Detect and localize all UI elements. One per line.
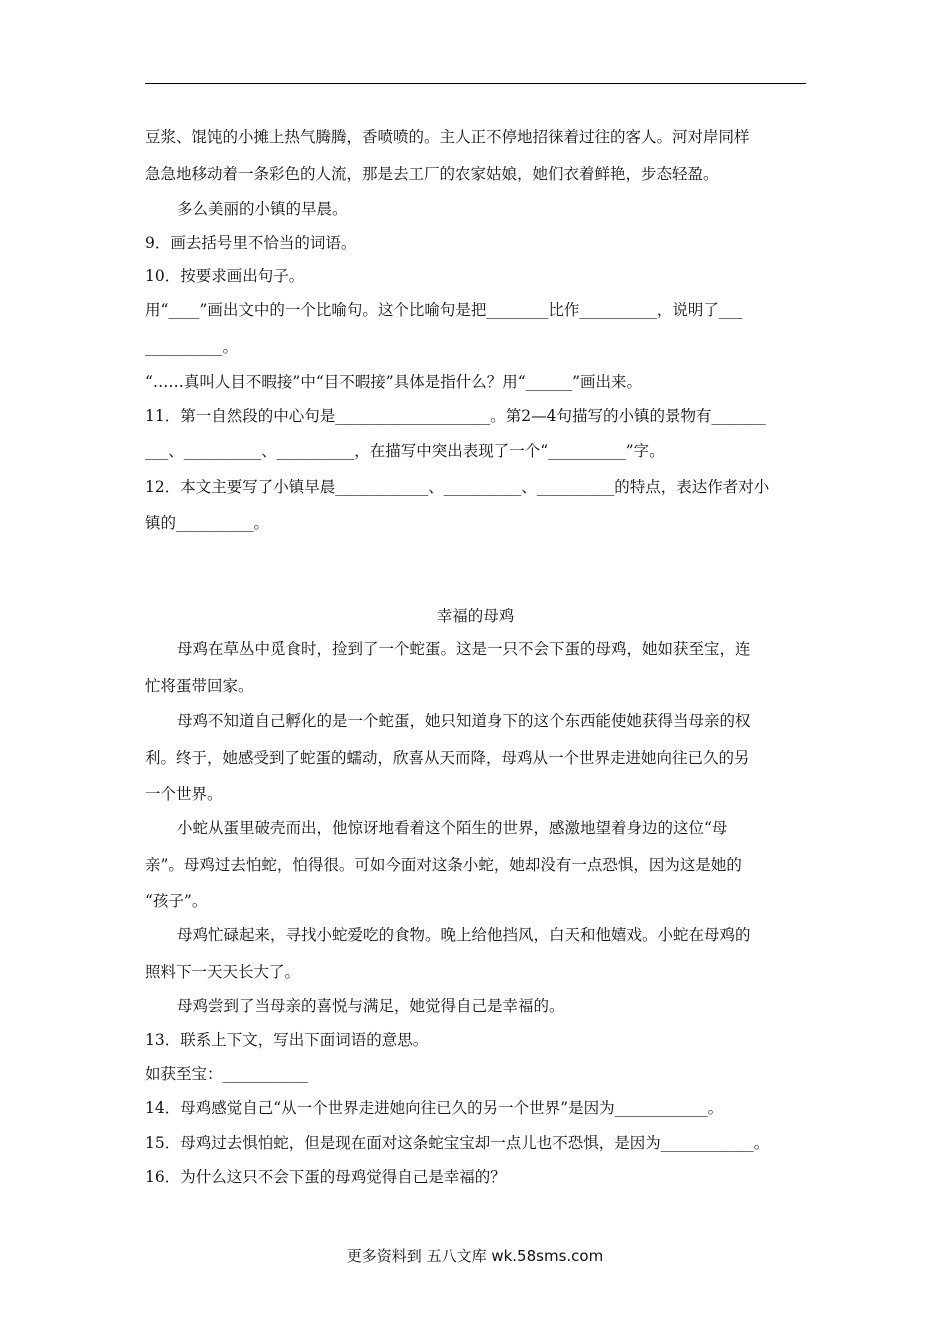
question-10: 10．按要求画出句子。 [145, 267, 305, 285]
passage1-line-2: 急急地移动着一条彩色的人流，那是去工厂的农家姑娘，她们衣着鲜艳，步态轻盈。 [145, 165, 719, 183]
question-12-cont: 镇的__________。 [145, 514, 270, 532]
passage2-line-2: 忙将蛋带回家。 [145, 677, 254, 695]
passage2-line-3: 母鸡不知道自己孵化的是一个蛇蛋，她只知道身下的这个东西能使她获得当母亲的权 [177, 712, 751, 730]
passage2-line-8: “孩子”。 [145, 892, 208, 910]
passage2-line-11: 母鸡尝到了当母亲的喜悦与满足，她觉得自己是幸福的。 [177, 997, 565, 1015]
question-11-cont: ___、__________、__________，在描写中突出表现了一个“__________”字。 [145, 442, 665, 460]
passage2-line-7: 亲”。母鸡过去怕蛇，怕得很。可如今面对这条小蛇，她却没有一点恐惧，因为这是她的 [145, 856, 742, 874]
question-14: 14．母鸡感觉自己“从一个世界走进她向往已久的另一个世界”是因为____________。 [145, 1099, 724, 1117]
passage1-line-1: 豆浆、馄饨的小摊上热气腾腾，香喷喷的。主人正不停地招徕着过往的客人。河对岸同样 [145, 128, 750, 146]
question-16: 16．为什么这只不会下蛋的母鸡觉得自己是幸福的？ [145, 1168, 506, 1186]
question-15: 15．母鸡过去惧怕蛇，但是现在面对这条蛇宝宝却一点儿也不恐惧，是因为____________。 [145, 1134, 770, 1152]
question-11: 11．第一自然段的中心句是____________________。第2—4句描写的小镇的景物有_______ [145, 407, 766, 425]
passage2-title: 幸福的母鸡 [436, 607, 515, 625]
question-9: 9．画去括号里不恰当的词语。 [145, 234, 357, 252]
question-12: 12．本文主要写了小镇早晨____________、__________、__________的特点，表达作者对小 [145, 478, 770, 496]
question-10-part-1: 用“____”画出文中的一个比喻句。这个比喻句是把________比作__________，说明了___ [145, 301, 743, 319]
passage2-line-10: 照料下一天天长大了。 [145, 963, 301, 981]
question-10-part-2: “……真叫人目不暇接”中“目不暇接”具体是指什么？用“______”画出来。 [145, 373, 643, 391]
passage2-line-5: 一个世界。 [145, 785, 223, 803]
question-10-part-1-cont: __________。 [145, 338, 239, 356]
passage2-line-9: 母鸡忙碌起来，寻找小蛇爱吃的食物。晚上给他挡风，白天和他嬉戏。小蛇在母鸡的 [177, 926, 751, 944]
footer-source: 更多资料到 五八文库 wk.58sms.com [346, 1247, 604, 1265]
header-rule [145, 83, 806, 84]
question-13: 13．联系上下文，写出下面词语的意思。 [145, 1031, 429, 1049]
passage2-line-4: 利。终于，她感受到了蛇蛋的蠕动，欣喜从天而降，母鸡从一个世界走进她向往已久的另 [145, 749, 750, 767]
question-13-item: 如获至宝：___________ [145, 1065, 308, 1083]
passage2-line-6: 小蛇从蛋里破壳而出，他惊讶地看着这个陌生的世界，感激地望着身边的这位“母 [177, 819, 728, 837]
passage1-line-3: 多么美丽的小镇的早晨。 [177, 200, 348, 218]
passage2-line-1: 母鸡在草丛中觅食时，捡到了一个蛇蛋。这是一只不会下蛋的母鸡，她如获至宝，连 [177, 640, 751, 658]
